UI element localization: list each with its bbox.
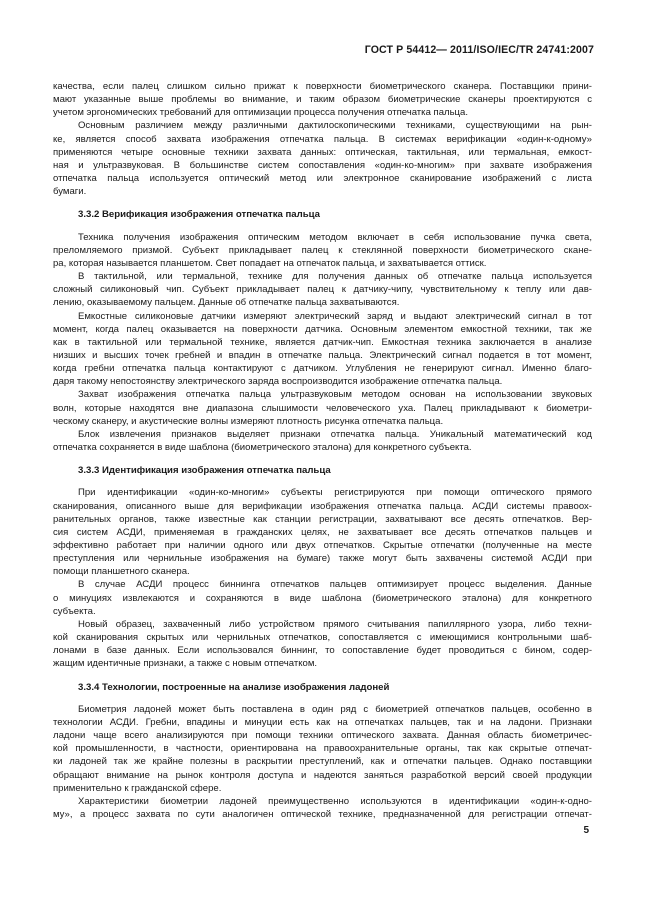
- text-line: преломляемого призмой. Субъект прикладывает палец к стеклянной поверхности биометрического скане-: [53, 244, 592, 256]
- text-line: сия систем АСДИ, применяемая в гражданских целях, не захватывает все десять отпечатков пальцев и: [53, 526, 592, 538]
- text-line: волн, которые находятся вне диапазона слышимости человеческого уха. Палец прикладывают к биометри-: [53, 402, 592, 414]
- text-line: кой промышленности, в частности, ориентирована на правоохранительные органы, так как скрытые отпечат-: [53, 743, 592, 755]
- text-line: Основным различием между различными дактилоскопическими техниками, существующими на рын-: [78, 120, 592, 132]
- text-line: При идентификации «один-ко-многим» субъекты регистрируются при помощи оптического прямого: [78, 487, 592, 499]
- paragraph: [53, 428, 592, 454]
- text-line: ранительных органов, также известные как станции регистрации, захватывают все десять отпечатков. Вер-: [53, 513, 592, 525]
- paragraph: [53, 618, 592, 671]
- text-line: о минуциях извлекаются и сохраняются в виде шаблона (биометрического эталона) для конкретного: [53, 592, 592, 604]
- text-line: ческому сканеру, и акустические волны измеряют плотность рисунка отпечатка пальца.: [53, 415, 444, 427]
- text-line: В тактильной, или термальной, технике для получения данных об отпечатке пальца используется: [78, 271, 592, 283]
- text-line: как в тактильной или термальной технике, является датчик-чип. Емкостная техника заключается в анализе: [53, 336, 592, 348]
- paragraph: [53, 578, 592, 617]
- text-line: низших и высших точек гребней и впадин в отпечатке пальца. Электрический сигнал подается в тот момент,: [53, 349, 592, 361]
- text-line: качества, если палец слишком сильно прижат к поверхности биометрического сканера. Поставщики прини-: [53, 81, 592, 92]
- text-line: даря такому непостоянству электрического заряда воспроизводится изображение отпечатка пальца.: [53, 376, 503, 388]
- text-line: когда гребни отпечатка пальца контактируют с датчиком. Углубления не генерируют сигнал. Именно благо-: [53, 363, 592, 375]
- text-line: отпечатка пальца используется оптический метод или электронное сканирование изображений с листа: [53, 173, 592, 185]
- paragraph: [53, 80, 592, 119]
- text-line: сканирования, описанного выше для верификации изображения отпечатка пальца. АСДИ системы правоох-: [53, 500, 592, 512]
- text-line: ная и ультразвуковая. В большинстве систем сопоставления «один-ко-многим» при захвате изображения: [53, 159, 592, 171]
- text-line: кой сканирования скрытых или чернильных отпечатков, сопоставляется с имеющимися контрольными шаб-: [53, 632, 592, 644]
- text-line: Биометрия ладоней может быть поставлена в один ряд с биометрией отпечатков пальцев, особенно в: [78, 703, 592, 715]
- section-heading-3-3-2: 3.3.2 Верификация изображения отпечатка пальца: [78, 209, 320, 221]
- text-line: жащим идентичные признаки, а также с новым отпечатком.: [53, 658, 318, 670]
- paragraph: [53, 388, 592, 427]
- text-line: применительно к гражданской сфере.: [53, 782, 222, 794]
- text-line: Захват изображения отпечатка пальца ультразвуковым методом основан на использовании звуковых: [78, 389, 592, 401]
- text-line: момент, когда палец оказывается на поверхности датчика. Основным элементом емкостной техники, так же: [53, 323, 592, 335]
- text-line: лению, оказываемому пальцем. Данные об отпечатке пальца захватываются.: [53, 297, 400, 309]
- text-line: В случае АСДИ процесс биннинга отпечатков пальцев оптимизирует процесс выделения. Данные: [78, 579, 592, 591]
- page-number: 5: [583, 825, 589, 836]
- text-line: лонами в базе данных. Если использовался биннинг, то сопоставление будет проводиться с бином, содер-: [53, 645, 592, 657]
- text-line: учетом эргономических требований для оптимизации процесса получения отпечатка пальца.: [53, 107, 468, 119]
- paragraph: [53, 795, 592, 821]
- text-line: Блок извлечения признаков выделяет признаки отпечатка пальца. Уникальный математический код: [78, 428, 592, 440]
- text-line: субъекта.: [53, 605, 96, 617]
- text-line: сложный силиконовый чип. Субъект прикладывает палец к датчику-чипу, чувствительному к теплу или дав-: [53, 284, 592, 296]
- text-line: ладони чаще всего анализируются при помощи техники оптического захвата. Данная область биометричес-: [53, 730, 592, 742]
- text-line: преступления или чернильные изображения на бумаге) также могут быть захвачены системой АСДИ при: [53, 553, 592, 565]
- text-line: ки ладоней так же крайне полезны в раскрытии преступлений, как и отпечатки пальцев. Однако поставщики: [53, 756, 592, 768]
- text-line: Техника получения изображения оптическим методом включает в себя использование пучка света,: [78, 231, 592, 243]
- text-line: помощи планшетного сканера.: [53, 566, 190, 578]
- document-header: ГОСТ Р 54412— 2011/ISO/IEC/TR 24741:2007: [364, 44, 594, 56]
- text-line: технологии АСДИ. Гребни, впадины и минуции есть как на отпечатках пальцев, так и на ладони. Признаки: [53, 716, 592, 728]
- paragraph: [53, 703, 592, 795]
- text-line: Емкостные силиконовые датчики измеряют электрический заряд и выдают электрический сигнал в тот: [78, 310, 592, 322]
- paragraph: [53, 310, 592, 389]
- text-line: мают указанные выше проблемы во внимание, и таким образом биометрические сканеры проектируются с: [53, 94, 592, 106]
- paragraph: [53, 231, 592, 270]
- text-line: эффективно работает при наличии одного или двух отпечатков. Скрытые отпечатки (полученные на месте: [53, 540, 592, 551]
- text-line: Характеристики биометрии ладоней преимущественно используются в идентификации «один-к-одно-: [78, 795, 592, 807]
- text-line: ра, которая называется планшетом. Свет попадает на отпечаток пальца, и захватывается оттиск.: [53, 257, 487, 269]
- section-heading-3-3-4: 3.3.4 Технологии, построенные на анализе изображения ладоней: [78, 681, 390, 693]
- text-line: Новый образец, захваченный либо устройством прямого считывания папиллярного узора, либо техни-: [78, 618, 592, 630]
- section-heading-3-3-3: 3.3.3 Идентификация изображения отпечатка пальца: [78, 465, 331, 477]
- document-body: [53, 80, 592, 821]
- paragraph: [53, 119, 592, 198]
- paragraph: [53, 486, 592, 578]
- text-line: му», а процесс захвата по сути аналогичен оптической технике, предназначенной для регистрации отпечат-: [53, 808, 592, 820]
- paragraph: [53, 270, 592, 309]
- text-line: применяются четыре основные техники захвата данных: оптическая, тактильная, или термальная, емкост-: [53, 146, 592, 158]
- text-line: ке, является способ захвата изображения отпечатка пальца. В системах верификации «один-к-одному»: [53, 133, 592, 145]
- text-line: бумаги.: [53, 186, 87, 198]
- text-line: отпечатка сохраняется в виде шаблона (биометрического эталона) для конкретного субъекта.: [53, 442, 472, 454]
- text-line: обращают внимание на рынок контроля доступа и надеются заняться разработкой версий своей продукции: [53, 769, 592, 781]
